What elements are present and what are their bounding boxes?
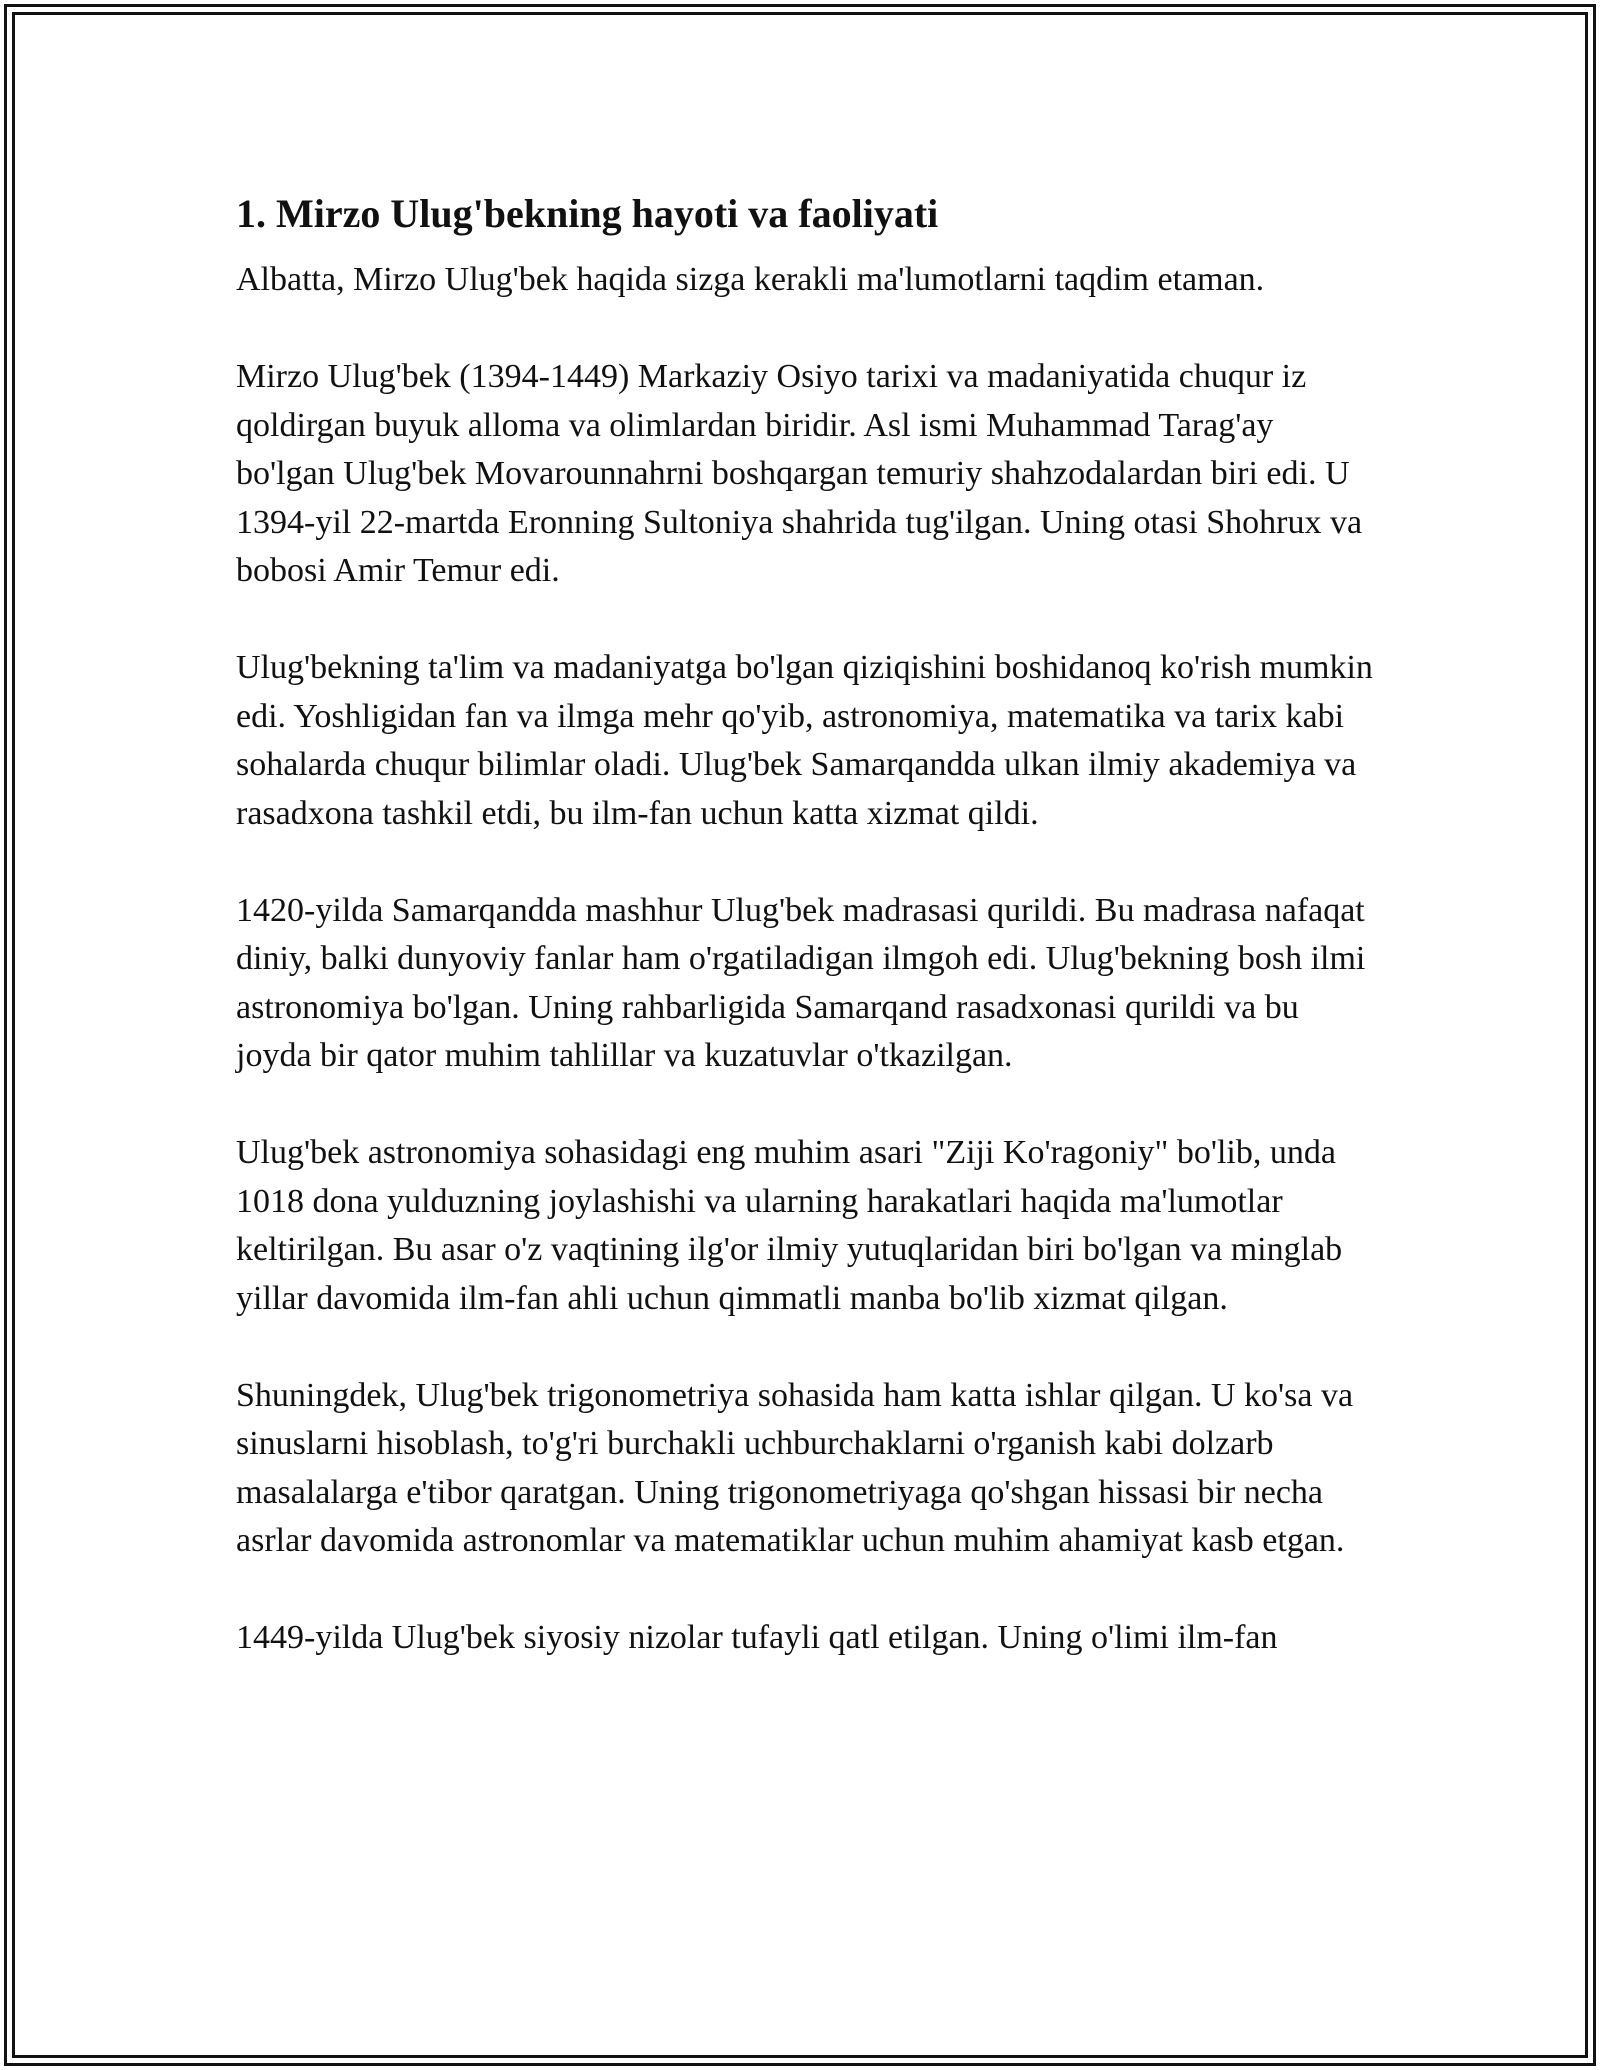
intro-paragraph: Albatta, Mirzo Ulug'bek haqida sizga kerakli ma'lumotlarni taqdim etaman.: [236, 261, 1265, 298]
paragraph-5: Shuningdek, Ulug'bek trigonometriya sohasida ham katta ishlar qilgan. U ko'sa va sinuslarni hisoblash, to'g'ri burchakli uchburchaklarni o'rganish kabi dolzarb masalalarga e'tibor qaratgan. Uning trigonometriyaga qo'shgan hissasi bir necha asrlar davomida astronomlar va matematiklar uchun muhim ahamiyat kasb etgan.: [236, 1376, 1354, 1559]
paragraph-1: Mirzo Ulug'bek (1394-1449) Markaziy Osiyo tarixi va madaniyatida chuqur iz qoldirgan buyuk alloma va olimlardan biridir. Asl ismi Muhammad Tarag'ay bo'lgan Ulug'bek Movarounnahrni boshqargan temuriy shahzodalardan biri edi. U 1394-yil 22-martda Eronning Sultoniya shahrida tug'ilgan. Uning otasi Shohrux va bobosi Amir Temur edi.: [236, 358, 1363, 589]
paragraph-2: Ulug'bekning ta'lim va madaniyatga bo'lgan qiziqishini boshidanoq ko'rish mumkin edi. Yoshligidan fan va ilmga mehr qo'yib, astronomiya, matematika va tarix kabi sohalarda chuqur bilimlar oladi. Ulug'bek Samarqandda ulkan ilmiy akademiya va rasadxona tashkil etdi, bu ilm-fan uchun katta xizmat qildi.: [236, 649, 1373, 832]
paragraph-6: 1449-yilda Ulug'bek siyosiy nizolar tufayli qatl etilgan. Uning o'limi ilm-fan: [236, 1619, 1278, 1656]
section-title: 1. Mirzo Ulug'bekning hayoti va faoliyati: [236, 191, 939, 236]
paragraph-3: 1420-yilda Samarqandda mashhur Ulug'bek madrasasi qurildi. Bu madrasa nafaqat diniy, balki dunyoviy fanlar ham o'rgatiladigan ilmgoh edi. Ulug'bekning bosh ilmi astronomiya bo'lgan. Uning rahbarligida Samarqand rasadxonasi qurildi va bu joyda bir qator muhim tahlillar va kuzatuvlar o'tkazilgan.: [236, 891, 1366, 1074]
paragraph-4: Ulug'bek astronomiya sohasidagi eng muhim asari "Ziji Ko'ragoniy" bo'lib, unda 1018 dona yulduzning joylashishi va ularning harakatlari haqida ma'lumotlar keltirilgan. Bu asar o'z vaqtining ilg'or ilmiy yutuqlaridan biri bo'lgan va minglab yillar davomida ilm-fan ahli uchun qimmatli manba bo'lib xizmat qilgan.: [236, 1134, 1343, 1317]
document-body: [236, 186, 1376, 1663]
